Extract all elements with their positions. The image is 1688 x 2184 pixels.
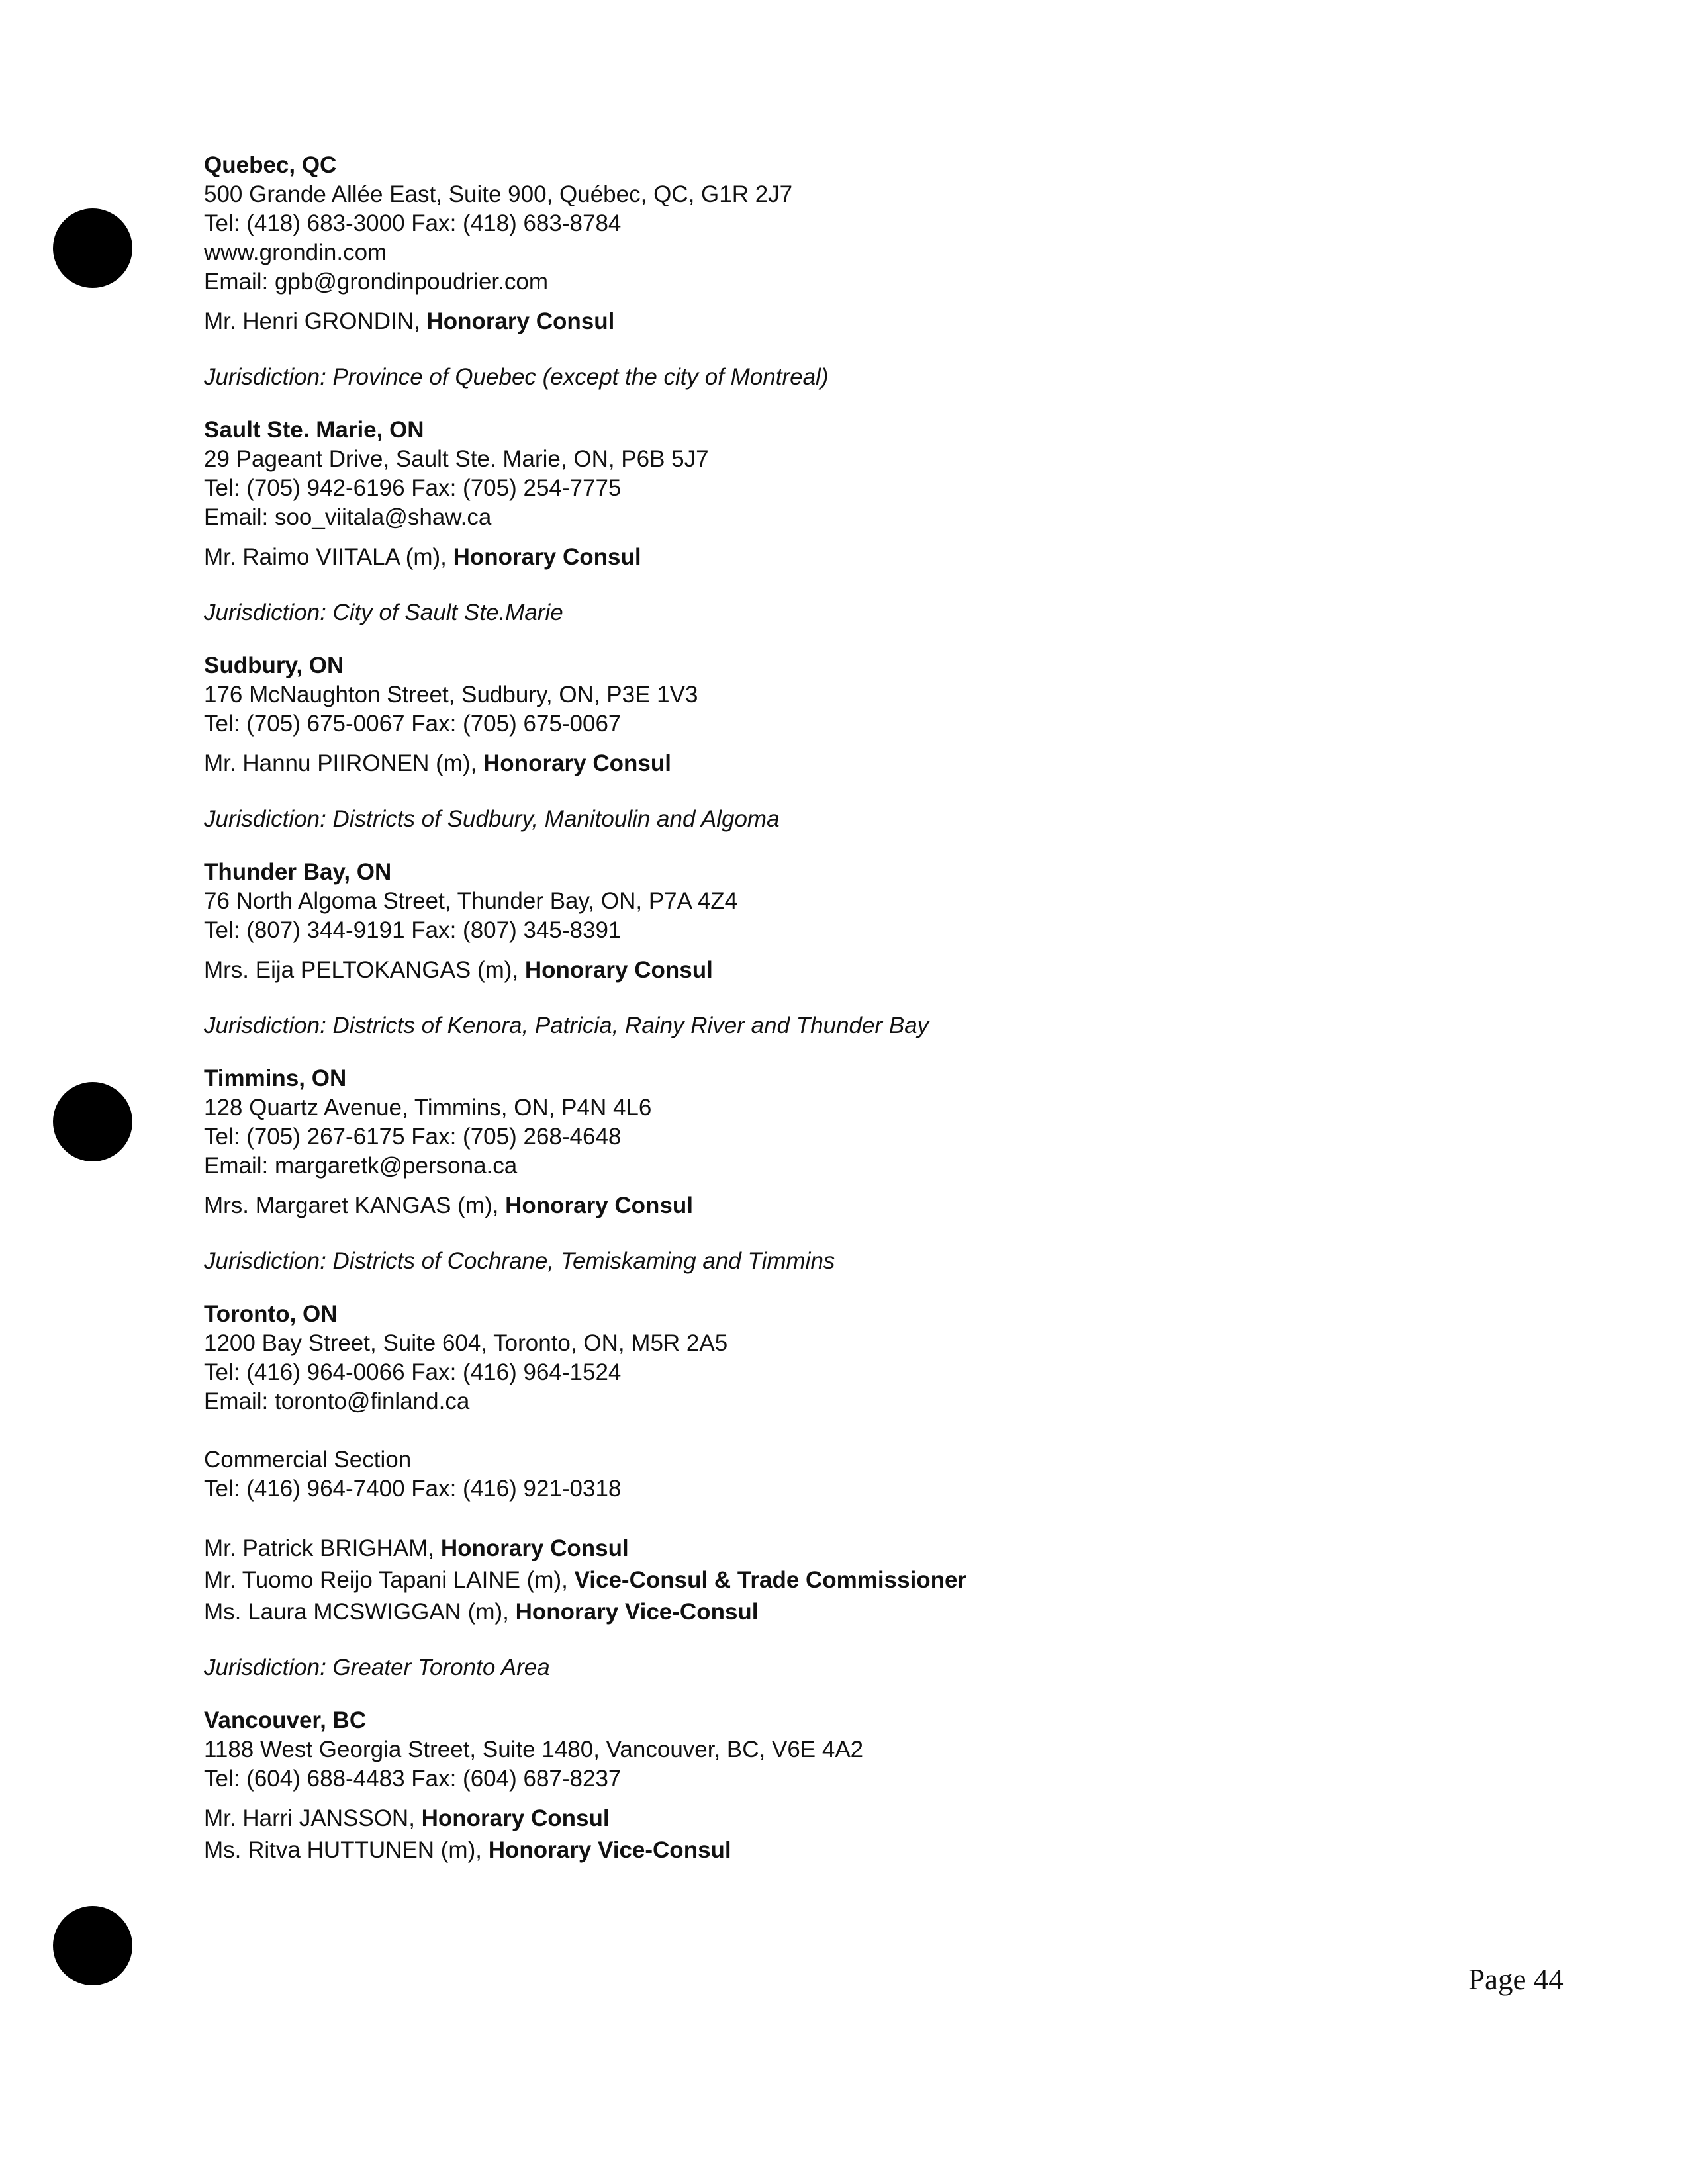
person-role: Honorary Consul bbox=[421, 1805, 610, 1831]
consulate-listing bbox=[204, 151, 1462, 1866]
person-name: Mr. Hannu PIIRONEN (m), bbox=[204, 751, 484, 776]
person bbox=[204, 1190, 1462, 1222]
punch-hole bbox=[53, 1906, 132, 1985]
person-name: Ms. Ritva HUTTUNEN (m), bbox=[204, 1837, 489, 1863]
person-list bbox=[204, 306, 1462, 338]
phone-line: Tel: (604) 688-4483 Fax: (604) 687-8237 bbox=[204, 1766, 622, 1792]
email-line: Email: margaretk@persona.ca bbox=[204, 1153, 518, 1179]
entry-heading: Thunder Bay, ON bbox=[204, 859, 392, 885]
person-role: Honorary Consul bbox=[426, 308, 615, 334]
entry-heading: Sault Ste. Marie, ON bbox=[204, 417, 424, 443]
address-line: 1188 West Georgia Street, Suite 1480, Vancouver, BC, V6E 4A2 bbox=[204, 1737, 864, 1762]
person-role: Honorary Consul bbox=[524, 957, 713, 983]
phone-line: Tel: (705) 267-6175 Fax: (705) 268-4648 bbox=[204, 1124, 622, 1150]
person-list bbox=[204, 1190, 1462, 1222]
entry-vancouver bbox=[204, 1706, 1462, 1866]
person bbox=[204, 541, 1462, 573]
person-name: Mrs. Eija PELTOKANGAS (m), bbox=[204, 957, 525, 983]
email-line: Email: gpb@grondinpoudrier.com bbox=[204, 269, 548, 295]
person bbox=[204, 1596, 1462, 1628]
person bbox=[204, 748, 1462, 780]
person bbox=[204, 954, 1462, 986]
punch-hole bbox=[53, 1082, 132, 1161]
person bbox=[204, 1565, 1462, 1596]
person-name: Mr. Patrick BRIGHAM, bbox=[204, 1535, 441, 1561]
entry-heading: Toronto, ON bbox=[204, 1301, 338, 1327]
phone-line: Tel: (705) 942-6196 Fax: (705) 254-7775 bbox=[204, 475, 622, 501]
person-list bbox=[204, 748, 1462, 780]
entry-heading: Quebec, QC bbox=[204, 152, 337, 178]
person bbox=[204, 1835, 1462, 1866]
person-role: Vice-Consul & Trade Commissioner bbox=[574, 1567, 967, 1593]
entry-toronto bbox=[204, 1300, 1462, 1682]
jurisdiction: Jurisdiction: Districts of Kenora, Patricia, Rainy River and Thunder Bay bbox=[204, 1013, 929, 1038]
commercial-section bbox=[204, 1445, 1462, 1504]
entry-timmins bbox=[204, 1064, 1462, 1276]
person-role: Honorary Vice-Consul bbox=[515, 1599, 759, 1625]
entry-sudbury bbox=[204, 651, 1462, 834]
address-line: 176 McNaughton Street, Sudbury, ON, P3E 1V3 bbox=[204, 682, 698, 707]
phone-line: Tel: (807) 344-9191 Fax: (807) 345-8391 bbox=[204, 917, 622, 943]
punch-hole bbox=[53, 208, 132, 288]
entry-heading: Sudbury, ON bbox=[204, 653, 344, 678]
phone-line: Tel: (416) 964-7400 Fax: (416) 921-0318 bbox=[204, 1476, 622, 1502]
email-line: Email: toronto@finland.ca bbox=[204, 1388, 470, 1414]
jurisdiction: Jurisdiction: Districts of Sudbury, Manitoulin and Algoma bbox=[204, 806, 780, 832]
page-number: Page 44 bbox=[1468, 1963, 1564, 1996]
address-line: 29 Pageant Drive, Sault Ste. Marie, ON, P6B 5J7 bbox=[204, 446, 709, 472]
person-list bbox=[204, 1803, 1462, 1866]
address-line: 76 North Algoma Street, Thunder Bay, ON, P7A 4Z4 bbox=[204, 888, 738, 914]
person bbox=[204, 1533, 1462, 1565]
entry-quebec bbox=[204, 151, 1462, 392]
person bbox=[204, 1803, 1462, 1835]
jurisdiction: Jurisdiction: Greater Toronto Area bbox=[204, 1655, 550, 1680]
person-name: Mr. Henri GRONDIN, bbox=[204, 308, 427, 334]
entry-sault-ste-marie bbox=[204, 416, 1462, 627]
person-name: Mr. Raimo VIITALA (m), bbox=[204, 544, 453, 570]
phone-line: Tel: (418) 683-3000 Fax: (418) 683-8784 bbox=[204, 210, 622, 236]
jurisdiction: Jurisdiction: City of Sault Ste.Marie bbox=[204, 600, 563, 625]
section-title: Commercial Section bbox=[204, 1447, 412, 1473]
entry-heading: Vancouver, BC bbox=[204, 1707, 367, 1733]
address-line: 128 Quartz Avenue, Timmins, ON, P4N 4L6 bbox=[204, 1095, 652, 1120]
phone-line: Tel: (705) 675-0067 Fax: (705) 675-0067 bbox=[204, 711, 622, 737]
person-name: Mrs. Margaret KANGAS (m), bbox=[204, 1193, 506, 1218]
entry-heading: Timmins, ON bbox=[204, 1066, 347, 1091]
person-role: Honorary Vice-Consul bbox=[488, 1837, 731, 1863]
person-name: Mr. Tuomo Reijo Tapani LAINE (m), bbox=[204, 1567, 575, 1593]
address-line: 1200 Bay Street, Suite 604, Toronto, ON, M5R 2A5 bbox=[204, 1330, 728, 1356]
address-line: 500 Grande Allée East, Suite 900, Québec, QC, G1R 2J7 bbox=[204, 181, 793, 207]
person-role: Honorary Consul bbox=[453, 544, 641, 570]
entry-thunder-bay bbox=[204, 858, 1462, 1040]
person-name: Ms. Laura MCSWIGGAN (m), bbox=[204, 1599, 516, 1625]
person-role: Honorary Consul bbox=[505, 1193, 693, 1218]
person-list bbox=[204, 954, 1462, 986]
person bbox=[204, 306, 1462, 338]
person-name: Mr. Harri JANSSON, bbox=[204, 1805, 422, 1831]
email-line: Email: soo_viitala@shaw.ca bbox=[204, 504, 492, 530]
website-line: www.grondin.com bbox=[204, 240, 387, 265]
jurisdiction: Jurisdiction: Province of Quebec (except the city of Montreal) bbox=[204, 364, 829, 390]
person-list bbox=[204, 1533, 1462, 1628]
phone-line: Tel: (416) 964-0066 Fax: (416) 964-1524 bbox=[204, 1359, 622, 1385]
person-role: Honorary Consul bbox=[483, 751, 671, 776]
person-role: Honorary Consul bbox=[440, 1535, 629, 1561]
jurisdiction: Jurisdiction: Districts of Cochrane, Temiskaming and Timmins bbox=[204, 1248, 835, 1274]
person-list bbox=[204, 541, 1462, 573]
